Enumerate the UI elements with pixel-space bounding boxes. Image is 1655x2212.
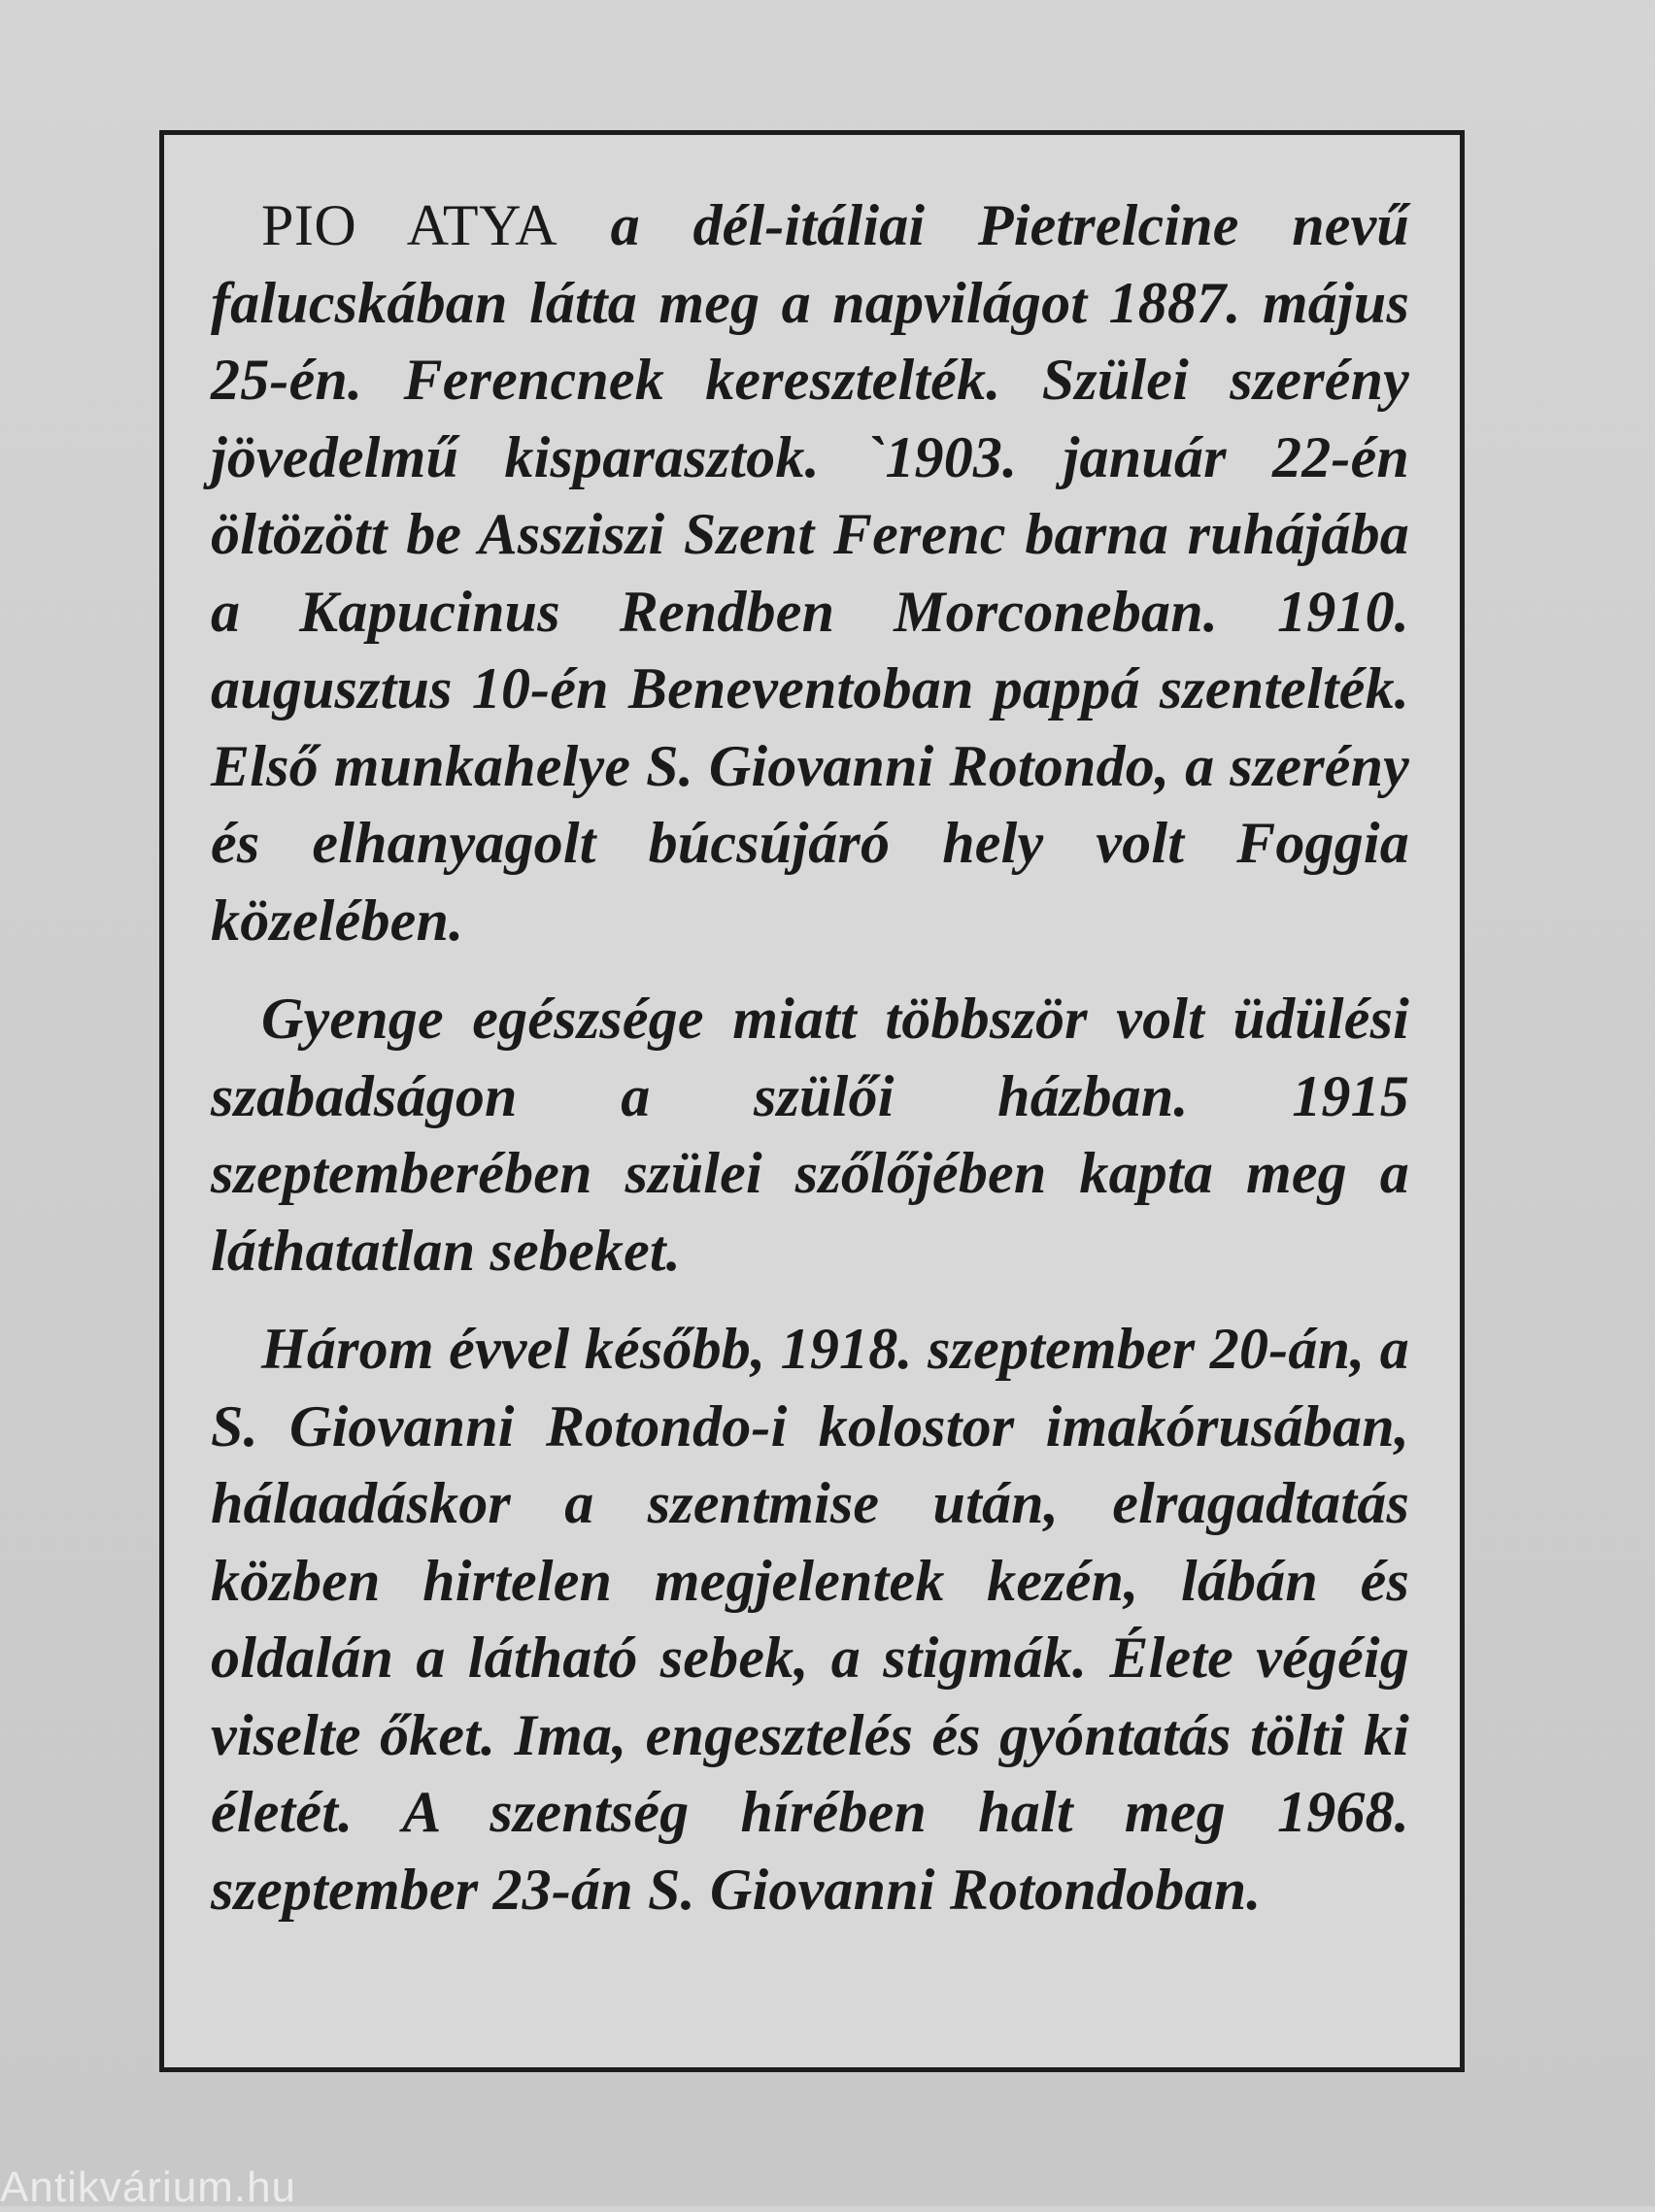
paragraph-1 <box>211 187 1409 959</box>
paragraph-lead: PIO ATYA <box>261 193 558 257</box>
paragraph-1-text: a dél-itáliai Pietrelcine nevű falucskában látta meg a napvilágot 1887. május 25-én. Ferencnek keresztelték. Szülei szerény jövedelmű kisparasztok. `1903. január 22-én öltözött be Assziszi Szent Ferenc barna ruhájába a Kapucinus Rendben Morconeban. 1910. augusztus 10-én Beneventoban pappá szentelték. Első munkahelye S. Giovanni Rotondo, a szerény és elhanyagolt búcsújáró hely volt Foggia közelében. <box>211 193 1409 953</box>
text-frame <box>159 130 1465 2072</box>
watermark: Antikvárium.hu <box>0 2163 297 2211</box>
paragraph-2: Gyenge egészsége miatt többször volt üdülési szabadságon a szülői házban. 1915 szeptemberében szülei szőlőjében kapta meg a láthatatlan sebeket. <box>211 987 1409 1283</box>
paragraph-3: Három évvel később, 1918. szeptember 20-án, a S. Giovanni Rotondo-i kolostor imakórusában, hálaadáskor a szentmise után, elragadtatás közben hirtelen megjelentek kezén, lábán és oldalán a látható sebek, a stigmák. Élete végéig viselte őket. Ima, engesztelés és gyóntatás tölti ki életét. A szentség hírében halt meg 1968. szeptember 23-án S. Giovanni Rotondoban. <box>211 1317 1409 1922</box>
